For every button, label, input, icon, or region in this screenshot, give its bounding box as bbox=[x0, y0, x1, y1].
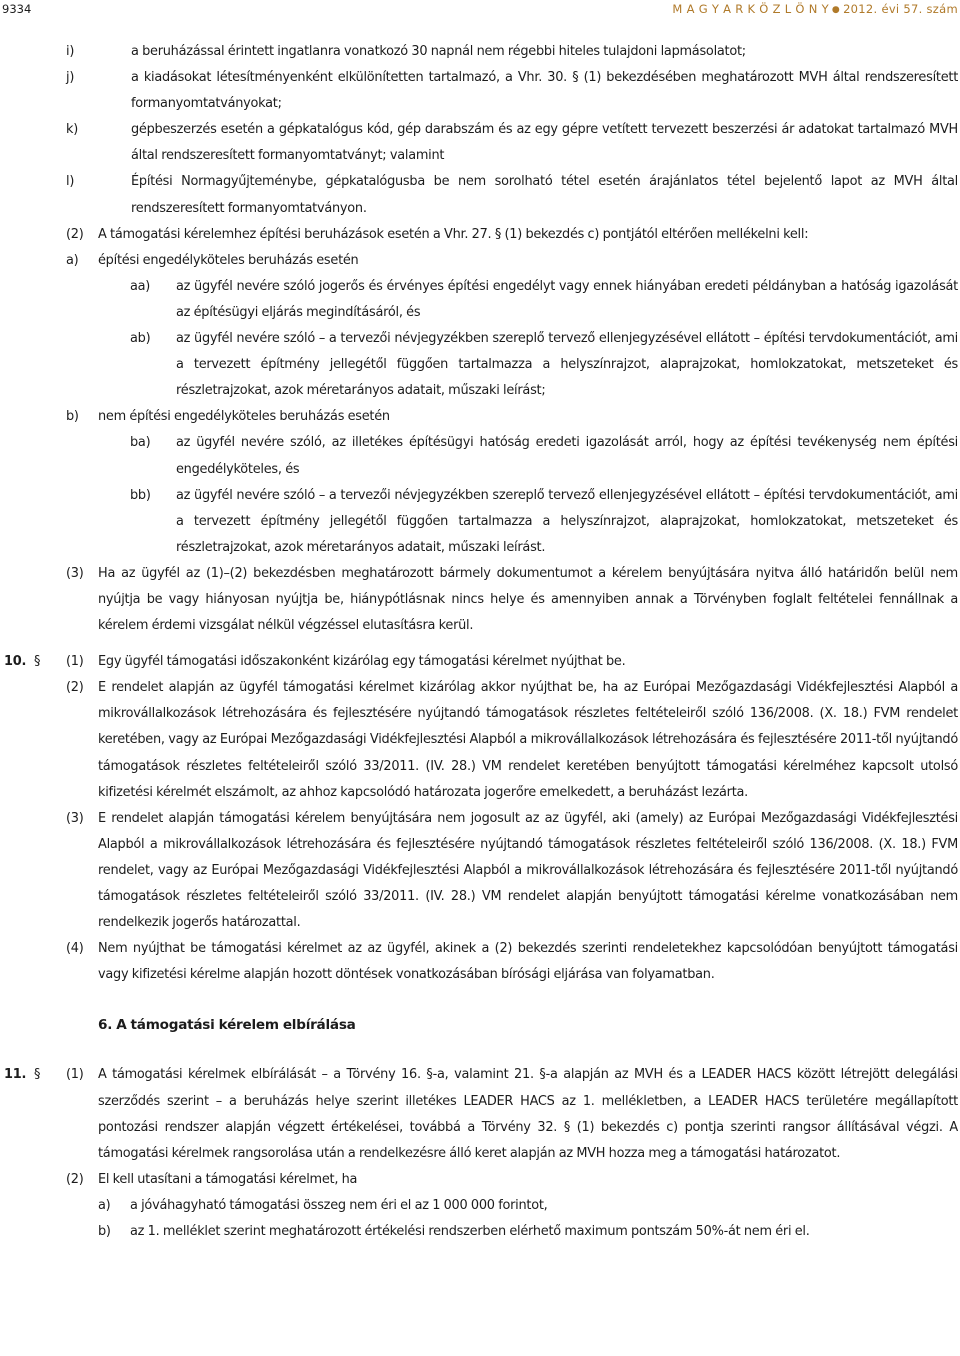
item-text: a beruházással érintett ingatlanra vonatkozó 30 napnál nem régebbi hiteles tulajdoni lapmásolatot; bbox=[131, 44, 746, 59]
sub-item bbox=[0, 274, 960, 326]
item-text: az ügyfél nevére szóló – a tervezői névjegyzékben szereplő tervező ellenjegyzésével ellátott – építési tervdokumentációt, ami a tervezett építmény jellegétől függően tartalmazza a helyszínrajzot, alaprajzokat, homlokzatokat, metszeteket és részletrajzokat, azok méretarányos adatait, műszaki leírást; bbox=[176, 331, 958, 399]
paragraph-text: A támogatási kérelemhez építési beruházások esetén a Vhr. 27. § (1) bekezdés c) pontjától eltérően mellékelni kell: bbox=[98, 226, 809, 242]
item-text: a kiadásokat létesítményenként elkülönítetten tartalmazó, a Vhr. 30. § (1) bekezdésében meghatározott MVH által rendszeresített formanyomtatványokat; bbox=[131, 70, 958, 112]
journal-name: M A G Y A R K Ö Z L Ö N Y bbox=[672, 2, 829, 16]
item-text: a jóváhagyható támogatási összeg nem éri el az 1 000 000 forintot, bbox=[130, 1197, 548, 1213]
list-item bbox=[0, 39, 960, 65]
item-label: b) bbox=[66, 409, 79, 425]
paragraph-text: E rendelet alapján az ügyfél támogatási kérelmet kizárólag akkor nyújthat be, ha az Európai Mezőgazdasági Vidékfejlesztési Alapból a mikrovállalkozások létrehozására és fejlesztésére nyújtandó támogatások részletes feltételeiről szóló 136/2008. (X. 18.) FVM rendelet keretében, vagy az Európai Mezőgazdasági Vidékfejlesztési Alapból a mikrovállalkozások létrehozására és fejlesztésére 2011-től nyújtandó támogatások részletes feltételeiről szóló 33/2011. (IV. 28.) VM rendelet keretében benyújtott támogatási kérelméhez kapcsolt utolsó kifizetési kérelmét elszámolt, az ahhoz kapcsolódó határozata jogerőre emelkedett, a beruházást lezárta. bbox=[98, 680, 958, 800]
item-label: a) bbox=[66, 252, 79, 268]
section-10-paragraph-1 bbox=[0, 649, 960, 675]
paragraph-label: (3) bbox=[66, 810, 84, 826]
paragraph-text: E rendelet alapján támogatási kérelem benyújtására nem jogosult az az ügyfél, aki (amely) az Európai Mezőgazdasági Vidékfejlesztési Alapból a mikrovállalkozások létrehozására és fejlesztésére nyújtandó támogatások részletes feltételeiről szóló 136/2008. (X. 18.) FVM rendelet, vagy az Európai Mezőgazdasági Vidékfejlesztési Alapból a mikrovállalkozások létrehozására és fejlesztésére 2011-től nyújtandó támogatások részletes feltételeiről szóló 33/2011. (IV. 28.) VM rendelet alapján benyújtott támogatási kérelme vonatkozásában nem rendelkezik jogerős határozattal. bbox=[98, 810, 958, 931]
list-item bbox=[0, 65, 960, 117]
list-item bbox=[0, 169, 960, 221]
paragraph-label: (2) bbox=[66, 226, 84, 242]
item-label: l) bbox=[66, 174, 75, 190]
paragraph-label: (1) bbox=[66, 1067, 84, 1083]
paragraph bbox=[0, 936, 960, 988]
paragraph-label: (3) bbox=[66, 565, 84, 581]
item-text: Építési Normagyűjteménybe, gépkatalógusba be nem sorolható tétel esetén árajánlatos tétel bejelentő lapot az MVH által rendszeresített formanyomtatványon. bbox=[131, 174, 958, 216]
paragraph-text: A támogatási kérelmek elbírálását – a Törvény 16. §-a, valamint 21. §-a alapján az MVH és a LEADER HACS között létrejött delegálási szerződés szerint – a beruházás helye szerint illetékes LEADER HACS az 1. mellékletben, a LEADER HACS területére megállapított pontozási rendszer alapján végzett értékelései, továbbá a Törvény 32. § (1) bekezdés c) pontja szerinti rangsor állításával végzi. A támogatási kérelmek rangsorolása után a rendelkezésre álló keret alapján az MVH hozza meg a támogatási határozatot. bbox=[98, 1067, 958, 1161]
paragraph bbox=[0, 222, 960, 248]
sub-item bbox=[0, 326, 960, 404]
list-item bbox=[0, 1219, 960, 1245]
paragraph-label: (2) bbox=[66, 680, 84, 696]
list-item bbox=[0, 117, 960, 169]
bullet-separator: ● bbox=[831, 5, 841, 15]
paragraph bbox=[0, 1167, 960, 1193]
item-text: az 1. melléklet szerint meghatározott értékelési rendszerben elérhető maximum pontszám 50%-át nem éri el. bbox=[130, 1224, 810, 1240]
journal-title bbox=[672, 2, 958, 16]
section-11-paragraph-1 bbox=[0, 1062, 960, 1166]
paragraph-text: Ha az ügyfél az (1)–(2) bekezdésben meghatározott bármely dokumentumot a kérelem benyújtására nyitva álló határidőn belül nem nyújtja be vagy hiányosan nyújtja be, hiánypótlásnak nincs helye és amennyiben annak a Törvényben foglalt feltételei fennállnak a kérelem érdemi vizsgálat nélkül végzéssel elutasításra kerül. bbox=[98, 565, 958, 634]
page-number: 9334 bbox=[2, 2, 32, 16]
paragraph-text: Egy ügyfél támogatási időszakonként kizárólag egy támogatási kérelmet nyújthat be. bbox=[98, 654, 626, 670]
spacer bbox=[0, 988, 960, 1012]
item-text: építési engedélyköteles beruházás esetén bbox=[98, 252, 359, 268]
item-label: bb) bbox=[130, 487, 151, 503]
spacer bbox=[0, 1038, 960, 1062]
paragraph bbox=[0, 675, 960, 805]
item-text: az ügyfél nevére szóló – a tervezői névjegyzékben szereplő tervező ellenjegyzésével ellátott – építési tervdokumentációt, ami a tervezett építmény jellegétől függően tartalmazza a helyszínrajzot, alaprajzokat, homlokzatokat, metszeteket és részletrajzokat, azok méretarányos adatait, műszaki leírást. bbox=[176, 487, 958, 555]
section-symbol: § bbox=[34, 654, 41, 670]
section-symbol: § bbox=[34, 1067, 41, 1083]
spacer bbox=[0, 639, 960, 649]
item-label: k) bbox=[66, 122, 78, 138]
item-label: b) bbox=[98, 1224, 111, 1240]
paragraph bbox=[0, 561, 960, 639]
sub-item bbox=[0, 430, 960, 482]
list-item bbox=[0, 248, 960, 274]
item-text: az ügyfél nevére szóló, az illetékes építésügyi hatóság eredeti igazolását arról, hogy az építési tevékenység nem építési engedélyköteles, és bbox=[176, 435, 958, 477]
item-label: a) bbox=[98, 1197, 111, 1213]
item-label: i) bbox=[66, 44, 75, 59]
paragraph-label: (2) bbox=[66, 1171, 84, 1187]
section-heading: 6. A támogatási kérelem elbírálása bbox=[98, 1017, 356, 1034]
section-number: 10. bbox=[4, 654, 27, 670]
item-text: az ügyfél nevére szóló jogerős és érvényes építési engedélyt vagy ennek hiányában eredeti példányban a hatóság igazolását az építésügyi eljárás megindításáról, és bbox=[176, 278, 958, 320]
issue-label: 2012. évi 57. szám bbox=[843, 2, 958, 16]
sub-item bbox=[0, 483, 960, 561]
item-label: j) bbox=[66, 70, 75, 86]
paragraph-text: El kell utasítani a támogatási kérelmet, ha bbox=[98, 1171, 358, 1187]
list-item bbox=[0, 1193, 960, 1219]
page-header bbox=[0, 0, 960, 20]
item-text: gépbeszerzés esetén a gépkatalógus kód, gép darabszám és az egy gépre vetített tervezett beszerzési ár adatokat tartalmazó MVH által rendszeresített formanyomtatványt; valamint bbox=[131, 122, 958, 164]
item-label: ba) bbox=[130, 435, 151, 451]
paragraph-text: Nem nyújthat be támogatási kérelmet az az ügyfél, akinek a (2) bekezdés szerinti rendeletekhez kapcsolódóan benyújtott támogatási vagy kifizetési kérelme alapján hozott döntések vonatkozásában bírósági eljárása van folyamatban. bbox=[98, 941, 958, 983]
section-number: 11. bbox=[4, 1067, 27, 1083]
item-label: aa) bbox=[130, 278, 151, 294]
item-label: ab) bbox=[130, 331, 151, 347]
list-item bbox=[0, 404, 960, 430]
item-text: nem építési engedélyköteles beruházás esetén bbox=[98, 409, 390, 425]
paragraph bbox=[0, 806, 960, 936]
paragraph-label: (4) bbox=[66, 941, 84, 957]
paragraph-label: (1) bbox=[66, 654, 84, 670]
document-body bbox=[0, 39, 960, 1245]
